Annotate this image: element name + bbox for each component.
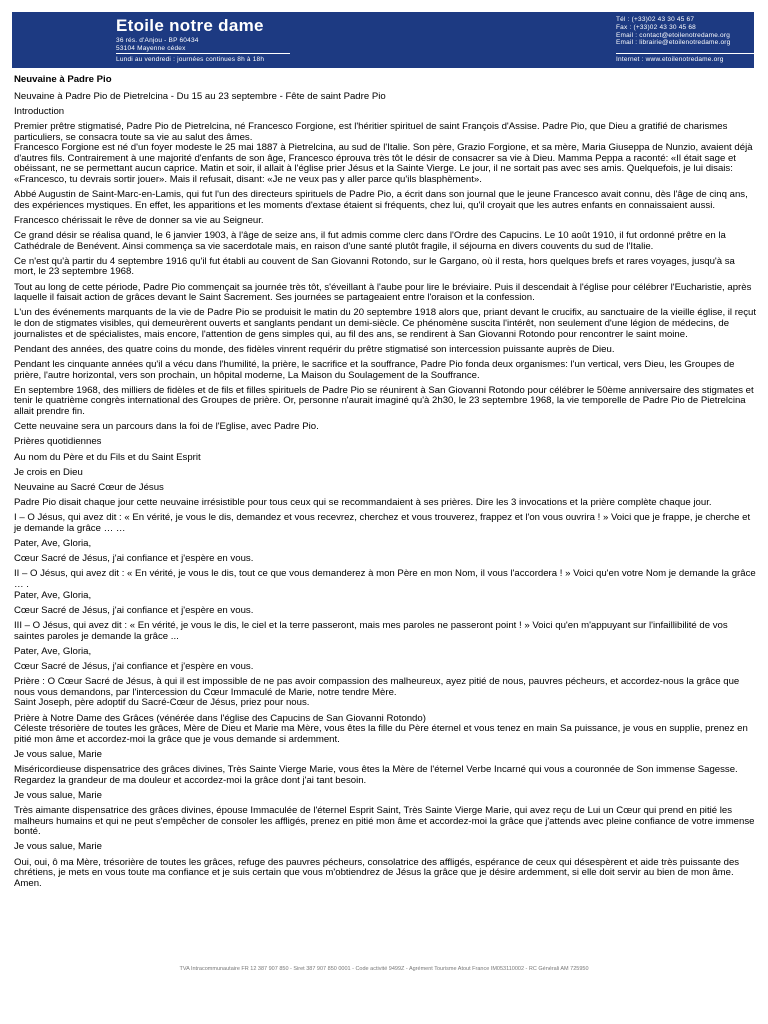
paragraph: Prière : O Cœur Sacré de Jésus, à qui il est impossible de ne pas avoir compassion des malheureux, ayez pitié de nous, pauvres pécheurs, et accordez-nous la grâce que nous vous demandons, par l'intercession du Cœur Immaculé de Marie, notre tendre Mère. Saint Joseph, père adoptif du Sacré-Cœur de Jésus, priez pour nous. xyxy=(14,676,740,709)
address-block xyxy=(116,37,199,53)
paragraph: Je vous salue, Marie xyxy=(14,748,102,760)
paragraph: Pendant des années, des quatre coins du monde, des fidèles vinrent requérir du prêtre stigmatisé son intercession puissante auprès de Dieu. xyxy=(14,343,615,355)
telephone: Tél : (+33)02 43 30 45 67 xyxy=(616,16,695,23)
paragraph: II – O Jésus, qui avez dit : « En vérité, je vous le dis, tout ce que vous demanderez à mon Père en mon Nom, il vous l'accordera ! » Voici qu'en votre Nom je demande la grâce … . Pater, Ave, Gloria, xyxy=(14,568,756,601)
organization-name: Etoile notre dame xyxy=(116,16,264,35)
paragraph: Ce n'est qu'à partir du 4 septembre 1916 qu'il fut établi au couvent de San Giovanni Rotondo, sur le Gargano, où il resta, hors quelques brefs et rares voyages, jusqu'à sa mort, le 23 septembre 1968. xyxy=(14,255,735,278)
letterhead-banner xyxy=(12,12,754,68)
document-body xyxy=(14,75,758,894)
paragraph: Cœur Sacré de Jésus, j'ai confiance et j'espère en vous. xyxy=(14,553,254,565)
opening-hours: Lundi au vendredi : journées continues 8h à 18h xyxy=(116,56,265,63)
paragraph: Je vous salue, Marie xyxy=(14,841,102,853)
paragraph: III – O Jésus, qui avez dit : « En vérité, je vous le dis, le ciel et la terre passeront, mais mes paroles ne passeront point ! » Voici qu'en m'appuyant sur l'infaillibilité de vos saintes paroles je demande la grâce ... xyxy=(14,620,728,642)
paragraph: Padre Pio disait chaque jour cette neuvaine irrésistible pour tous ceux qui se recommandaient à ses prières. Dire les 3 invocations et la prière complète chaque jour. xyxy=(14,497,712,509)
paragraph: Introduction xyxy=(14,105,65,117)
address-line-2: 53104 Mayenne cédex xyxy=(116,45,186,52)
paragraph: Pater, Ave, Gloria, xyxy=(14,538,92,550)
paragraph: Abbé Augustin de Saint-Marc-en-Lamis, qui fut l'un des directeurs spirituels de Padre Pio, a écrit dans son journal que le jeune Francesco avait connu, dès l'âge de cinq ans, des expériences mystiques. En effet, les apparitions et les moments d'extase étaient si fréquents, chez lui, qu'il croyait que les autres enfants en connaissaient aussi. xyxy=(14,189,748,211)
paragraph: Prière à Notre Dame des Grâces (vénérée dans l'église des Capucins de San Giovanni Rotondo) Céleste trésorière de toutes les grâces, Mère de Dieu et Marie ma Mère, vous êtes la fille du Père éternel et vous tenez en main Sa puissance, je vous en supplie, prenez en pitié mon âme et accordez-moi la grâce que je vous demande si ardemment. xyxy=(14,712,748,745)
fax: Fax : (+33)02 43 30 45 68 xyxy=(616,23,696,31)
email-contact: Email : contact@etoilenotredame.org xyxy=(616,31,731,39)
paragraph: Miséricordieuse dispensatrice des grâces divines, Très Sainte Vierge Marie, vous êtes la Mère de l'éternel Verbe Incarné qui vous a couronnée de Son immense Sagesse. Regardez la grandeur de ma douleur et accordez-moi la grâce dont j'ai tant besoin. xyxy=(14,764,738,786)
paragraph: Très aimante dispensatrice des grâces divines, épouse Immaculée de l'éternel Esprit Saint, Très Sainte Vierge Marie, qui avez reçu de Lui un Cœur qui prend en pitié les malheurs humains et qui ne peut s'empêcher de consoler les affligés, prenez en pitié mon âme et accordez-moi la grâce que j'attends avec pleine confiance de votre immense bonté. xyxy=(14,805,755,838)
paragraph: Cette neuvaine sera un parcours dans la foi de l'Eglise, avec Padre Pio. xyxy=(14,421,319,433)
paragraph: Pater, Ave, Gloria, xyxy=(14,645,92,657)
header-divider-left xyxy=(116,53,290,54)
paragraph: Francesco chérissait le rêve de donner sa vie au Seigneur. xyxy=(14,214,264,226)
paragraph: Cœur Sacré de Jésus, j'ai confiance et j'espère en vous. xyxy=(14,604,254,616)
paragraph: Cœur Sacré de Jésus, j'ai confiance et j'espère en vous. xyxy=(14,660,254,672)
contact-block xyxy=(616,16,730,47)
paragraph: Je vous salue, Marie xyxy=(14,789,102,801)
paragraph: Premier prêtre stigmatisé, Padre Pio de Pietrelcina, né Francesco Forgione, est l'héritier spirituel de saint François d'Assise. Padre Pio, que Dieu a gratifié de charismes particuliers, se consacra toute sa vie au salut des âmes. Francesco Forgione est né d'un foyer modeste le 25 mai 1887 à Pietrelcina, au sud de l'Italie. Son père, Grazio Forgione, et sa mère, Maria Giuseppa de Nunzio, avaient déjà d'autres fils. Contrairement à une majorité d'enfants de son âge, Francesco éprouva très tôt le désir de consacrer sa vie à Dieu. Mamma Peppa a raconté: «Il était sage et obéissant, ne se permettant aucun caprice. Matin et soir, il allait à l'église prier Jésus et la Sainte Vierge. Le jour, il ne sortait pas avec ses amis. Quelquefois, je lui disais: «Francesco, tu devrais sortir jouer». Mais il refusait, disant: «Je ne veux pas y aller parce qu'ils blasphèment». xyxy=(14,120,753,185)
paragraph: Neuvaine à Padre Pio de Pietrelcina - Du 15 au 23 septembre - Fête de saint Padre Pio xyxy=(14,90,386,102)
paragraph-list xyxy=(14,92,758,890)
paragraph: Je crois en Dieu xyxy=(14,466,83,478)
paragraph: Neuvaine au Sacré Cœur de Jésus xyxy=(14,481,164,493)
paragraph: Au nom du Père et du Fils et du Saint Esprit xyxy=(14,451,201,463)
paragraph: Ce grand désir se réalisa quand, le 6 janvier 1903, à l'âge de seize ans, il fut admis comme clerc dans l'Ordre des Capucins. Le 10 août 1910, il fut ordonné prêtre en la Cathédrale de Benévent. Ainsi commença sa vie sacerdotale mais, en raison d'une santé plutôt fragile, il séjourna en divers couvents du sud de l'Italie. xyxy=(14,230,726,252)
legal-footer: TVA Intracommunautaire FR 12 387 907 850 - Siret 387 907 850 0001 - Code activité 9499Z - Agrément Tourisme Atout France IM053110002 - RC Générali AM 725950 xyxy=(179,966,589,972)
paragraph: Oui, oui, ô ma Mère, trésorière de toutes les grâces, refuge des pauvres pécheurs, consolatrice des affligés, espérance de ceux qui désespèrent et aide très puissante des chrétiens, je mets en vous toute ma confiance et je suis certain que vous m'obtiendrez de Jésus la grâce que je désire ardemment, si elle doit servir au bien de mon âme. Amen. xyxy=(14,856,740,889)
paragraph: L'un des événements marquants de la vie de Padre Pio se produisit le matin du 20 septembre 1918 alors que, priant devant le crucifix, au sanctuaire de la vieille église, il reçut le don de stigmates visibles, qui demeurèrent ouverts et sanglants pendant un demi-siècle. Ce phénomène suscita l'intérêt, non seulement d'une légion de médecins, de journalistes et de spécialistes, mais encore, l'attention de gens simples qui, au fil des ans, se rendirent à San Giovanni Rotondo pour rencontrer le saint moine. xyxy=(14,307,757,340)
header-divider-right xyxy=(616,53,762,54)
paragraph: En septembre 1968, des milliers de fidèles et de fils et filles spirituels de Padre Pio se réunirent à San Giovanni Rotondo pour célébrer le 50ème anniversaire des stigmates et tenir le quatrième congrès international des Groupes de prière. Or, personne n'aurait imaginé qu'à 2h30, le 23 septembre 1968, la vie temporelle de Padre Pio de Pietrelcina allait prendre fin. xyxy=(14,384,754,417)
paragraph: Pendant les cinquante années qu'il a vécu dans l'humilité, la prière, le sacrifice et la souffrance, Padre Pio fonda deux organismes: l'un vertical, vers Dieu, les Groupes de prière, l'autre horizontal, vers son prochain, un hôpital moderne, La Maison du Soulagement de la Souffrance. xyxy=(14,359,735,381)
paragraph: I – O Jésus, qui avez dit : « En vérité, je vous le dis, demandez et vous recevrez, cherchez et vous trouverez, frappez et l'on vous ouvrira ! » Voici que je frappe, je cherche et je demande la grâce … … xyxy=(14,512,751,534)
document-heading: Neuvaine à Padre Pio xyxy=(14,74,112,85)
paragraph: Prières quotidiennes xyxy=(14,436,102,448)
email-librairie: Email : librairie@etoilenotredame.org xyxy=(616,39,731,47)
website: Internet : www.etoilenotredame.org xyxy=(616,56,724,63)
address-line-1: 36 rés. d'Anjou - BP 60434 xyxy=(116,37,199,44)
paragraph: Tout au long de cette période, Padre Pio commençait sa journée très tôt, s'éveillant à l'aube pour lire le bréviaire. Puis il descendait à l'église pour célébrer l'Eucharistie, après laquelle il faisait action de grâces devant le Saint Sacrement. Ses journées se partageaient entre l'oraison et la confession. xyxy=(14,281,752,304)
